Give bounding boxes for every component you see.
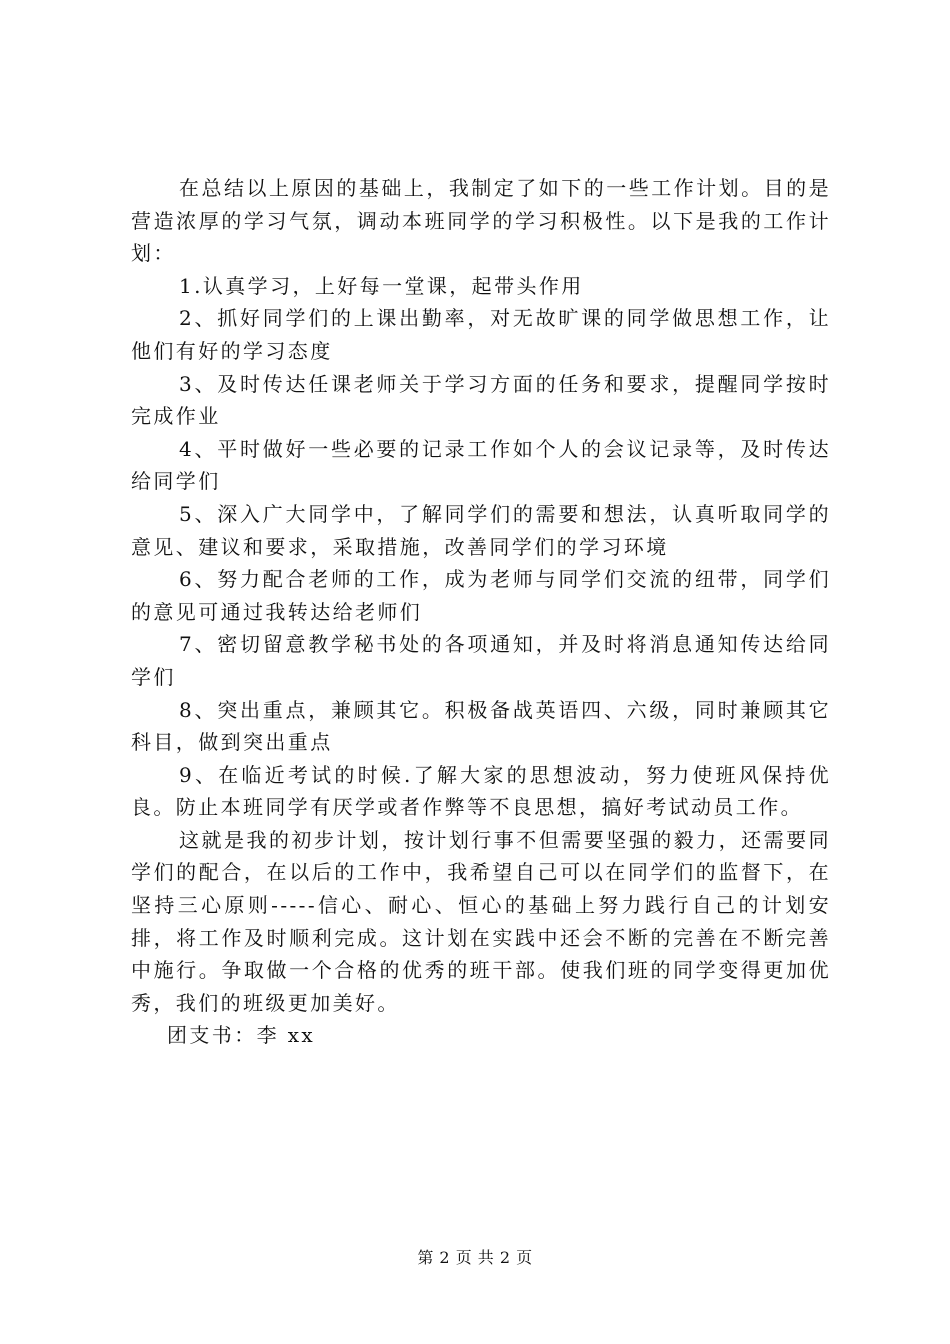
plan-item-8: 8、突出重点，兼顾其它。积极备战英语四、六级，同时兼顾其它科目，做到突出重点 — [131, 697, 831, 755]
plan-item-5: 5、深入广大同学中，了解同学们的需要和想法，认真听取同学的意见、建议和要求，采取措施，改善同学们的学习环境 — [131, 501, 831, 559]
signature: 团支书：李 xx — [167, 1023, 316, 1048]
closing-paragraph: 这就是我的初步计划，按计划行事不但需要坚强的毅力，还需要同学们的配合，在以后的工作中，我希望自己可以在同学们的监督下，在坚持三心原则-----信心、耐心、恒心的基础上努力践行自己的计划安排，将工作及时顺利完成。这计划在实践中还会不断的完善在不断完善中施行。争取做一个合格的优秀的班干部。使我们班的同学变得更加优秀，我们的班级更加美好。 — [131, 827, 831, 1015]
plan-item-7: 7、密切留意教学秘书处的各项通知，并及时将消息通知传达给同学们 — [131, 632, 831, 689]
page-number-footer: 第 2 页 共 2 页 — [417, 1248, 533, 1267]
plan-item-4: 4、平时做好一些必要的记录工作如个人的会议记录等，及时传达给同学们 — [131, 436, 831, 494]
intro-paragraph: 在总结以上原因的基础上，我制定了如下的一些工作计划。目的是营造浓厚的学习气氛，调动本班同学的学习积极性。以下是我的工作计划： — [131, 176, 831, 266]
plan-item-6: 6、努力配合老师的工作，成为老师与同学们交流的纽带，同学们的意见可通过我转达给老师们 — [131, 567, 831, 624]
plan-item-1: 1.认真学习，上好每一堂课，起带头作用 — [179, 273, 584, 298]
plan-item-9: 9、在临近考试的时候.了解大家的思想波动，努力使班风保持优良。防止本班同学有厌学或者作弊等不良思想，搞好考试动员工作。 — [131, 762, 831, 820]
plan-item-3: 3、及时传达任课老师关于学习方面的任务和要求，提醒同学按时完成作业 — [131, 371, 831, 429]
document-body — [131, 172, 831, 1052]
plan-item-2: 2、抓好同学们的上课出勤率，对无故旷课的同学做思想工作，让他们有好的学习态度 — [131, 306, 831, 363]
